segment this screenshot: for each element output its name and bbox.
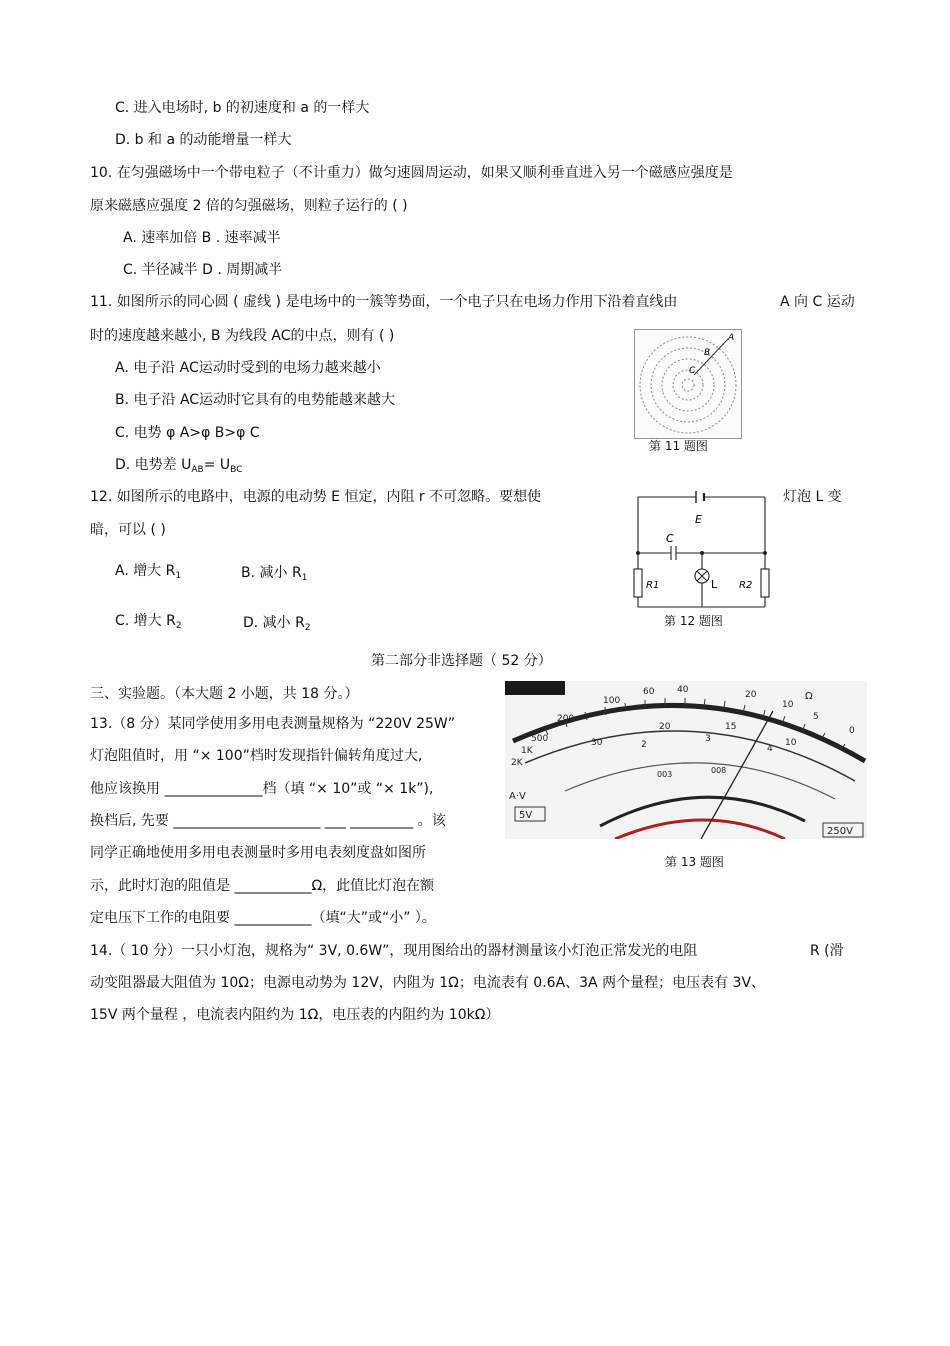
section3-heading: 三、实验题。（本大题 2 小题，共 18 分。） <box>90 686 359 702</box>
q12-stem-line1: 12. 如图所示的电路中，电源的电动势 E 恒定，内阻 r 不可忽略。要想使 <box>90 489 542 505</box>
figure12-caption: 第 12 题图 <box>664 614 723 628</box>
figure11-label-c: C <box>689 366 696 376</box>
dial-number-4: 4 <box>767 744 773 754</box>
q11-option-d: D. 电势差 $U_{AB}= U_{BC}$ <box>115 457 243 475</box>
q9-option-d: D. b 和 a 的动能增量一样大 <box>115 132 292 148</box>
dial-number-003: 003 <box>657 770 673 779</box>
q13-line4: 换档后, 先要 _____________________ ___ _________ 。该 <box>90 813 446 829</box>
q14-line1: 14.（ 10 分）一只小灯泡，规格为“ 3V, 0.6W”，现用图给出的器材测量该小灯泡正常发光的电阻 <box>90 943 698 959</box>
dial-number-500: 500 <box>531 734 549 744</box>
dial-number-10: 10 <box>782 700 794 710</box>
q12-stem-line1-end: 灯泡 L 变 <box>783 489 842 505</box>
dial-number-60: 60 <box>643 687 655 697</box>
circuit-label-r1: R1 <box>646 580 660 591</box>
q12-option-b: B. 减小 $R_1$ <box>241 565 308 583</box>
q11-stem-line2: 时的速度越来越小, B 为线段 AC的中点，则有 ( ) <box>90 328 395 344</box>
q11-equipotential-figure <box>634 329 742 439</box>
q11-option-a: A. 电子沿 AC运动时受到的电场力越来越小 <box>115 360 381 376</box>
q11-option-c: C. 电势 φ A>φ B>φ C <box>115 425 260 441</box>
q12-option-c: C. 增大 $R_2$ <box>115 613 182 631</box>
q14-line2: 动变阻器最大阻值为 10Ω；电源电动势为 12V，内阻为 1Ω；电流表有 0.6A、3A 两个量程；电压表有 3V、 <box>90 975 766 991</box>
q13-line6: 示，此时灯泡的阻值是 ___________Ω，此值比灯泡在额 <box>90 878 435 894</box>
q12-circuit-figure <box>630 489 772 611</box>
q13-line7: 定电压下工作的电阻要 ___________（填“大”或“小” ）。 <box>90 910 436 926</box>
q11-stem-line1: 11. 如图所示的同心圆 ( 虚线 ) 是电场中的一簇等势面，一个电子只在电场力作用下沿着直线由 <box>90 294 678 310</box>
figure11-caption: 第 11 题图 <box>649 439 708 453</box>
q10-stem-line1: 10. 在匀强磁场中一个带电粒子（不计重力）做匀速圆周运动，如果又顺利垂直进入另一个磁感应强度是 <box>90 165 733 181</box>
dial-number-30: 30 <box>591 738 603 748</box>
figure13-caption: 第 13 题图 <box>665 855 724 869</box>
q14-line1-end: R (滑 <box>810 943 844 959</box>
q11-stem-line1-end: A 向 C 运动 <box>780 294 855 310</box>
q13-line3: 他应该换用 ______________档（填 “× 10”或 “× 1k”), <box>90 781 434 797</box>
q13-line2: 灯泡阻值时，用 “× 100”档时发现指针偏转角度过大, <box>90 748 423 764</box>
dial-number-20b: 20 <box>659 722 671 732</box>
q10-options-ab: A. 速率加倍 B . 速率减半 <box>123 230 281 246</box>
q14-line3: 15V 两个量程 ，电流表内阻约为 1Ω，电压表的内阻约为 10kΩ） <box>90 1007 500 1023</box>
q13-line1: 13.（8 分）某同学使用多用电表测量规格为 “220V 25W” <box>90 716 455 732</box>
q10-stem-line2: 原来磁感应强度 2 倍的匀强磁场，则粒子运行的 ( ) <box>90 198 408 214</box>
dial-label-ohm: Ω <box>805 691 813 702</box>
q12-stem-line2: 暗，可以 ( ) <box>90 522 166 538</box>
dial-label-av: A·V <box>509 791 526 802</box>
dial-number-40: 40 <box>677 685 689 695</box>
dial-number-2k: 2K <box>511 758 523 768</box>
q11-option-b: B. 电子沿 AC运动时它具有的电势能越来越大 <box>115 392 396 408</box>
dial-number-20: 20 <box>745 690 757 700</box>
part2-title: 第二部分非选择题（ 52 分） <box>371 653 552 669</box>
dial-number-008: 008 <box>711 766 727 775</box>
figure11-label-b: B <box>704 348 711 358</box>
dial-label-250v: 250V <box>827 826 853 837</box>
dial-number-2: 2 <box>641 740 647 750</box>
q9-option-c: C. 进入电场时, b 的初速度和 a 的一样大 <box>115 100 370 116</box>
circuit-label-l: L <box>711 578 718 591</box>
q12-option-d: D. 减小 $R_2$ <box>243 615 311 633</box>
dial-number-1k: 1K <box>521 746 533 756</box>
q12-option-a: A. 增大 $R_1$ <box>115 563 182 581</box>
dial-number-3: 3 <box>705 734 711 744</box>
dial-number-100: 100 <box>603 696 621 706</box>
q13-line5: 同学正确地使用多用电表测量时多用电表刻度盘如图所 <box>90 845 426 861</box>
dial-number-15: 15 <box>725 722 737 732</box>
circuit-label-r2: R2 <box>739 580 753 591</box>
q10-options-cd: C. 半径减半 D . 周期减半 <box>123 262 283 278</box>
dial-number-10b: 10 <box>785 738 797 748</box>
q13-multimeter-dial-figure <box>505 681 867 839</box>
dial-number-5: 5 <box>813 712 819 722</box>
figure11-label-a: A <box>728 333 735 343</box>
dial-number-0: 0 <box>849 726 855 736</box>
circuit-label-c: C <box>666 532 674 545</box>
dial-label-5v: 5V <box>519 810 533 821</box>
dial-number-200: 200 <box>557 714 575 724</box>
circuit-label-e: E <box>695 513 702 526</box>
